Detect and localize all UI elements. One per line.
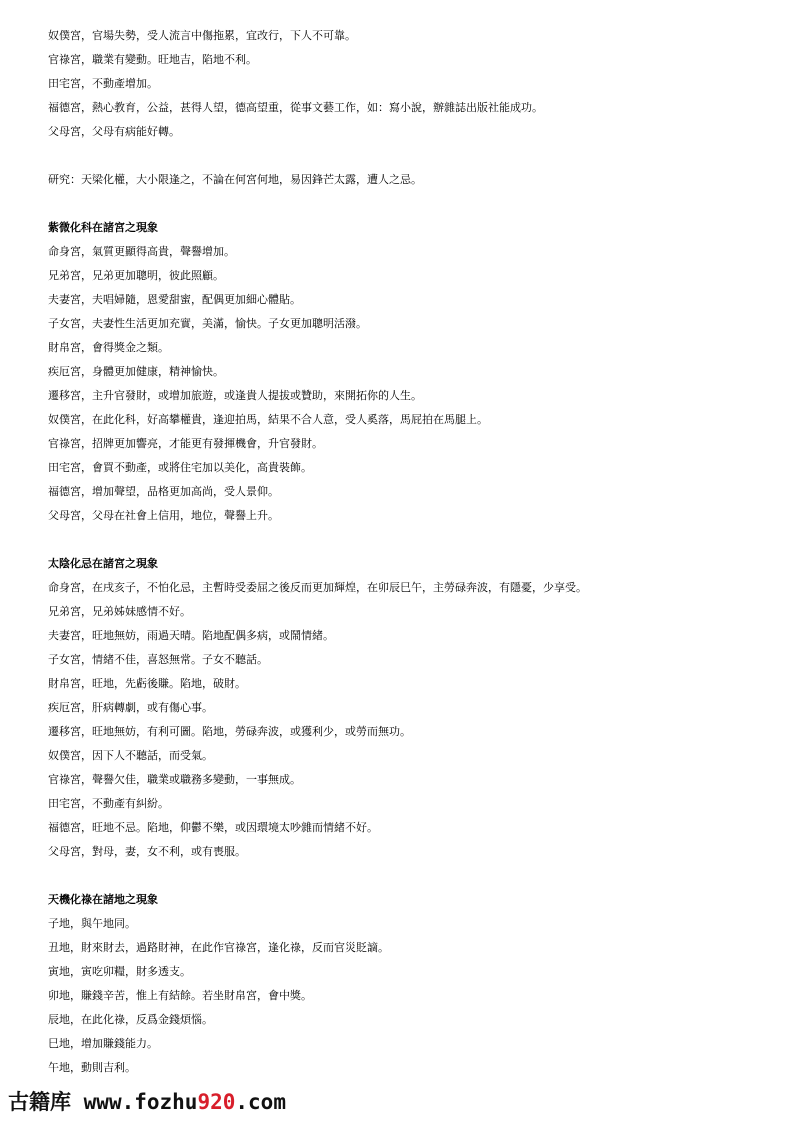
text-line: 父母宮，對母，妻，女不利，或有喪服。 (48, 845, 246, 858)
site-watermark (8, 1088, 286, 1116)
text-line: 福德宮，增加聲望，品格更加高尚，受人景仰。 (48, 485, 279, 498)
watermark-url-prefix: www.fozhu (83, 1090, 198, 1114)
text-line: 辰地，在此化祿，反爲金錢煩惱。 (48, 1013, 213, 1026)
text-line: 田宅宮，不動產有糾紛。 (48, 797, 169, 810)
text-line: 福德宮，旺地不忌。陷地，仰鬱不樂，或因環境太吵雜而情緒不好。 (48, 821, 378, 834)
text-line: 午地，動則吉利。 (48, 1061, 136, 1074)
text-line: 遷移宮，主升官發財，或增加旅遊，或逢貴人提拔或贊助，來開拓你的人生。 (48, 389, 422, 402)
text-line: 父母宮，父母在社會上信用，地位，聲譽上升。 (48, 509, 279, 522)
text-line: 丑地，財來財去，過路財神，在此作官祿宮，逢化祿，反而官災貶謫。 (48, 941, 389, 954)
text-line: 夫妻宮，旺地無妨，雨過天晴。陷地配偶多病，或鬧情緒。 (48, 629, 334, 642)
text-line: 田宅宮，會買不動產，或將住宅加以美化，高貴裝飾。 (48, 461, 312, 474)
text-line: 寅地，寅吃卯糧，財多透支。 (48, 965, 191, 978)
text-line: 卯地，賺錢辛苦，惟上有結餘。若坐財帛宮，會中獎。 (48, 989, 312, 1002)
text-line: 官祿宮，職業有變動。旺地吉，陷地不利。 (48, 53, 257, 66)
text-line: 父母宮，父母有病能好轉。 (48, 125, 180, 138)
text-line: 兄弟宮，兄弟姊妹感情不好。 (48, 605, 191, 618)
text-line: 子女宮，情緒不佳，喜怒無常。子女不聽話。 (48, 653, 268, 666)
text-line: 田宅宮，不動產增加。 (48, 77, 158, 90)
text-line: 巳地，增加賺錢能力。 (48, 1037, 158, 1050)
text-line: 疾厄宮，身體更加健康，精神愉快。 (48, 365, 224, 378)
text-line: 疾厄宮，肝病轉劇，或有傷心事。 (48, 701, 213, 714)
text-line: 奴僕宮，官場失勢，受人流言中傷拖累，宜改行，下人不可靠。 (48, 29, 356, 42)
text-line: 子女宮，夫妻性生活更加充實，美滿，愉快。子女更加聰明活潑。 (48, 317, 367, 330)
text-line: 兄弟宮，兄弟更加聰明，彼此照顧。 (48, 269, 224, 282)
text-line: 福德宮，熱心教育，公益，甚得人望，德高望重，從事文藝工作，如：寫小說，辦雜誌出版社能成功。 (48, 101, 543, 114)
watermark-brand: 古籍库 (8, 1090, 71, 1114)
text-line: 奴僕宮，因下人不聽話，而受氣。 (48, 749, 213, 762)
text-line: 研究：天梁化權，大小限逢之，不論在何宮何地，易因鋒芒太露，遭人之忌。 (48, 173, 422, 186)
section-heading: 太陰化忌在諸宮之現象 (48, 557, 158, 570)
text-line: 官祿宮，招牌更加響亮，才能更有發揮機會，升官發財。 (48, 437, 323, 450)
section-heading: 天機化祿在諸地之現象 (48, 893, 158, 906)
text-line: 子地，與午地同。 (48, 917, 136, 930)
section-heading: 紫微化科在諸宮之現象 (48, 221, 158, 234)
text-line: 遷移宮，旺地無妨，有利可圖。陷地，勞碌奔波，或獲利少，或勞而無功。 (48, 725, 411, 738)
text-line: 夫妻宮，夫唱婦隨，恩愛甜蜜，配偶更加細心體貼。 (48, 293, 301, 306)
text-line: 命身宮，氣質更顯得高貴，聲譽增加。 (48, 245, 235, 258)
text-line: 財帛宮，會得獎金之類。 (48, 341, 169, 354)
text-line: 財帛宮，旺地，先虧後賺。陷地，破財。 (48, 677, 246, 690)
text-line: 官祿宮，聲譽欠佳，職業或職務多變動，一事無成。 (48, 773, 301, 786)
watermark-url-suffix: .com (235, 1090, 286, 1114)
watermark-url-number: 920 (197, 1090, 236, 1114)
text-line: 奴僕宮，在此化科，好高攀權貴，逢迎拍馬，結果不合人意，受人奚落，馬屁拍在馬腿上。 (48, 413, 488, 426)
text-line: 命身宮，在戌亥子，不怕化忌，主暫時受委屈之後反而更加輝煌，在卯辰巳午，主勞碌奔波，有隱憂，少享受。 (48, 581, 587, 594)
